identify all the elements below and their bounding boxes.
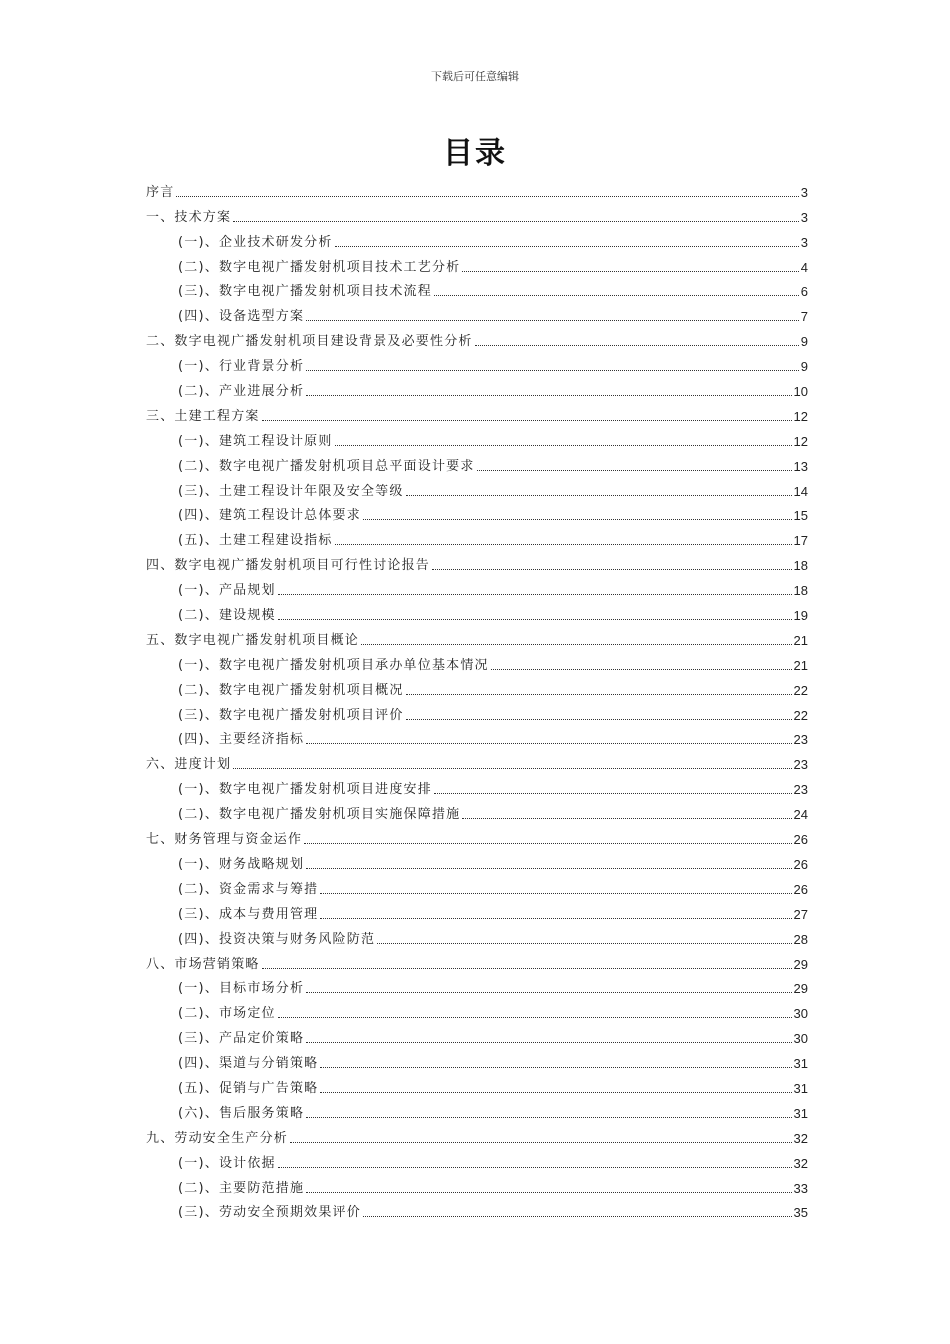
dot-leader (306, 1117, 791, 1118)
toc-entry-label: (四)、建筑工程设计总体要求 (178, 508, 361, 524)
toc-entry-label: (三)、产品定价策略 (178, 1031, 305, 1047)
toc-page-number: 19 (793, 608, 808, 624)
toc-entry-label: (四)、主要经济指标 (178, 732, 305, 748)
toc-page-number: 29 (793, 956, 808, 972)
toc-page-number: 31 (793, 1080, 808, 1096)
toc-entry[interactable] (146, 1122, 808, 1147)
toc-entry[interactable] (146, 325, 808, 350)
toc-page-number: 18 (793, 583, 808, 599)
toc-entry-label: 二、数字电视广播发射机项目建设背景及必要性分析 (146, 334, 473, 350)
toc-page-number: 23 (793, 732, 808, 748)
dot-leader (406, 694, 792, 695)
dot-leader (361, 644, 792, 645)
dot-leader (278, 1017, 792, 1018)
toc-entry-label: (一)、目标市场分析 (178, 981, 305, 997)
toc-entry[interactable] (146, 549, 808, 574)
dot-leader (377, 943, 791, 944)
toc-entry-label: (五)、土建工程建设指标 (178, 533, 333, 549)
dot-leader (335, 445, 792, 446)
toc-page-number: 10 (793, 384, 808, 400)
toc-page-number: 15 (793, 508, 808, 524)
toc-subentry[interactable] (146, 1022, 808, 1047)
toc-entry[interactable] (146, 400, 808, 425)
toc-page-number: 13 (793, 458, 808, 474)
toc-entry[interactable] (146, 823, 808, 848)
table-of-contents (146, 176, 808, 1221)
toc-entry-label: (一)、建筑工程设计原则 (178, 433, 333, 449)
toc-entry-label: (四)、设备选型方案 (178, 309, 305, 325)
toc-page-number: 14 (793, 483, 808, 499)
dot-leader (434, 793, 792, 794)
toc-entry-label: (二)、数字电视广播发射机项目实施保障措施 (178, 807, 461, 823)
toc-subentry[interactable] (146, 923, 808, 948)
toc-subentry[interactable] (146, 973, 808, 998)
toc-entry-label: (五)、促销与广告策略 (178, 1080, 319, 1096)
toc-page-number: 21 (793, 632, 808, 648)
toc-entry-label: (四)、渠道与分销策略 (178, 1056, 319, 1072)
toc-page-number: 24 (793, 807, 808, 823)
dot-leader (278, 1167, 792, 1168)
toc-entry-label: (六)、售后服务策略 (178, 1105, 305, 1121)
toc-entry-label: (三)、劳动安全预期效果评价 (178, 1205, 361, 1221)
dot-leader (306, 868, 791, 869)
toc-entry-label: 一、技术方案 (146, 209, 232, 225)
toc-entry[interactable] (146, 201, 808, 226)
dot-leader (363, 519, 792, 520)
toc-page-number: 23 (793, 757, 808, 773)
toc-page-number: 30 (793, 1006, 808, 1022)
toc-page-number: 26 (793, 832, 808, 848)
dot-leader (176, 196, 798, 197)
toc-page-number: 29 (793, 981, 808, 997)
toc-page-number: 3 (800, 234, 808, 250)
toc-page-number: 21 (793, 657, 808, 673)
toc-entry-label: (三)、数字电视广播发射机项目技术流程 (178, 284, 432, 300)
dot-leader (462, 818, 791, 819)
toc-subentry[interactable] (146, 1172, 808, 1197)
toc-page-number: 32 (793, 1130, 808, 1146)
dot-leader (434, 295, 799, 296)
dot-leader (233, 768, 791, 769)
toc-subentry[interactable] (146, 773, 808, 798)
dot-leader (320, 1067, 791, 1068)
dot-leader (491, 669, 792, 670)
dot-leader (462, 271, 798, 272)
dot-leader (335, 544, 792, 545)
toc-entry-label: (一)、财务战略规划 (178, 856, 305, 872)
toc-subentry[interactable] (146, 276, 808, 301)
dot-leader (406, 495, 792, 496)
toc-page-number: 6 (800, 284, 808, 300)
toc-entry[interactable] (146, 948, 808, 973)
toc-subentry[interactable] (146, 997, 808, 1022)
toc-entry-label: (二)、数字电视广播发射机项目技术工艺分析 (178, 259, 461, 275)
dot-leader (363, 1216, 792, 1217)
page-title: 目录 (443, 136, 507, 171)
dot-leader (320, 918, 791, 919)
dot-leader (306, 1192, 791, 1193)
toc-subentry[interactable] (146, 226, 808, 251)
dot-leader (290, 1142, 792, 1143)
dot-leader (320, 893, 791, 894)
toc-entry-label: (一)、设计依据 (178, 1155, 276, 1171)
toc-page-number: 4 (800, 259, 808, 275)
toc-page-number: 35 (793, 1205, 808, 1221)
toc-subentry[interactable] (146, 1197, 808, 1222)
toc-entry-label: (二)、数字电视广播发射机项目总平面设计要求 (178, 458, 475, 474)
toc-entry-label: 六、进度计划 (146, 757, 232, 773)
toc-entry-label: 三、土建工程方案 (146, 408, 260, 424)
toc-entry-label: (二)、资金需求与筹措 (178, 881, 319, 897)
toc-subentry[interactable] (146, 599, 808, 624)
toc-page-number: 22 (793, 682, 808, 698)
dot-leader (477, 470, 792, 471)
toc-subentry[interactable] (146, 300, 808, 325)
toc-page-number: 32 (793, 1155, 808, 1171)
toc-page-number: 26 (793, 856, 808, 872)
toc-page-number: 33 (793, 1180, 808, 1196)
toc-entry-label: (一)、行业背景分析 (178, 359, 305, 375)
toc-subentry[interactable] (146, 699, 808, 724)
toc-subentry[interactable] (146, 475, 808, 500)
toc-page-number: 9 (800, 334, 808, 350)
toc-subentry[interactable] (146, 898, 808, 923)
toc-page-number: 31 (793, 1056, 808, 1072)
toc-entry-label: 八、市场营销策略 (146, 956, 260, 972)
toc-subentry[interactable] (146, 848, 808, 873)
toc-subentry[interactable] (146, 1047, 808, 1072)
toc-subentry[interactable] (146, 1072, 808, 1097)
toc-page-number: 27 (793, 906, 808, 922)
toc-page-number: 22 (793, 707, 808, 723)
toc-subentry[interactable] (146, 450, 808, 475)
toc-entry-label: 七、财务管理与资金运作 (146, 832, 303, 848)
toc-entry-label: 序言 (146, 184, 175, 200)
toc-entry[interactable] (146, 176, 808, 201)
toc-subentry[interactable] (146, 524, 808, 549)
toc-subentry[interactable] (146, 1147, 808, 1172)
toc-subentry[interactable] (146, 425, 808, 450)
toc-subentry[interactable] (146, 350, 808, 375)
toc-entry-label: 九、劳动安全生产分析 (146, 1130, 289, 1146)
toc-subentry[interactable] (146, 1097, 808, 1122)
toc-subentry[interactable] (146, 873, 808, 898)
dot-leader (432, 569, 792, 570)
dot-leader (278, 619, 792, 620)
toc-page-number: 26 (793, 881, 808, 897)
toc-subentry[interactable] (146, 798, 808, 823)
toc-subentry[interactable] (146, 251, 808, 276)
toc-page-number: 30 (793, 1031, 808, 1047)
toc-page-number: 7 (800, 309, 808, 325)
dot-leader (262, 968, 792, 969)
dot-leader (304, 843, 791, 844)
dot-leader (233, 221, 799, 222)
toc-subentry[interactable] (146, 375, 808, 400)
toc-page-number: 12 (793, 408, 808, 424)
dot-leader (320, 1092, 791, 1093)
toc-subentry[interactable] (146, 649, 808, 674)
toc-page-number: 23 (793, 782, 808, 798)
toc-entry-label: (二)、数字电视广播发射机项目概况 (178, 682, 404, 698)
toc-subentry[interactable] (146, 724, 808, 749)
toc-subentry[interactable] (146, 674, 808, 699)
toc-entry-label: 五、数字电视广播发射机项目概论 (146, 632, 360, 648)
toc-entry-label: (三)、土建工程设计年限及安全等级 (178, 483, 404, 499)
toc-page-number: 12 (793, 433, 808, 449)
dot-leader (306, 370, 799, 371)
toc-entry-label: (三)、数字电视广播发射机项目评价 (178, 707, 404, 723)
toc-entry-label: (一)、产品规划 (178, 583, 276, 599)
toc-entry-label: 四、数字电视广播发射机项目可行性讨论报告 (146, 558, 431, 574)
toc-page-number: 28 (793, 931, 808, 947)
dot-leader (262, 420, 792, 421)
dot-leader (335, 246, 799, 247)
dot-leader (475, 345, 799, 346)
toc-page-number: 3 (800, 184, 808, 200)
dot-leader (306, 743, 791, 744)
toc-entry-label: (四)、投资决策与财务风险防范 (178, 931, 376, 947)
toc-entry-label: (一)、数字电视广播发射机项目进度安排 (178, 782, 432, 798)
toc-entry-label: (二)、市场定位 (178, 1006, 276, 1022)
toc-subentry[interactable] (146, 500, 808, 525)
dot-leader (278, 594, 792, 595)
dot-leader (406, 719, 792, 720)
header-note: 下载后可任意编辑 (431, 70, 519, 83)
dot-leader (306, 992, 791, 993)
toc-page-number: 31 (793, 1105, 808, 1121)
toc-page-number: 17 (793, 533, 808, 549)
dot-leader (306, 395, 791, 396)
toc-entry-label: (二)、产业进展分析 (178, 384, 305, 400)
toc-entry[interactable] (146, 624, 808, 649)
toc-entry-label: (二)、主要防范措施 (178, 1180, 305, 1196)
toc-entry-label: (一)、企业技术研发分析 (178, 234, 333, 250)
toc-entry-label: (三)、成本与费用管理 (178, 906, 319, 922)
toc-page-number: 18 (793, 558, 808, 574)
toc-page-number: 3 (800, 209, 808, 225)
dot-leader (306, 320, 799, 321)
toc-subentry[interactable] (146, 574, 808, 599)
toc-entry-label: (二)、建设规模 (178, 608, 276, 624)
toc-entry-label: (一)、数字电视广播发射机项目承办单位基本情况 (178, 657, 489, 673)
toc-page-number: 9 (800, 359, 808, 375)
toc-entry[interactable] (146, 748, 808, 773)
dot-leader (306, 1042, 791, 1043)
